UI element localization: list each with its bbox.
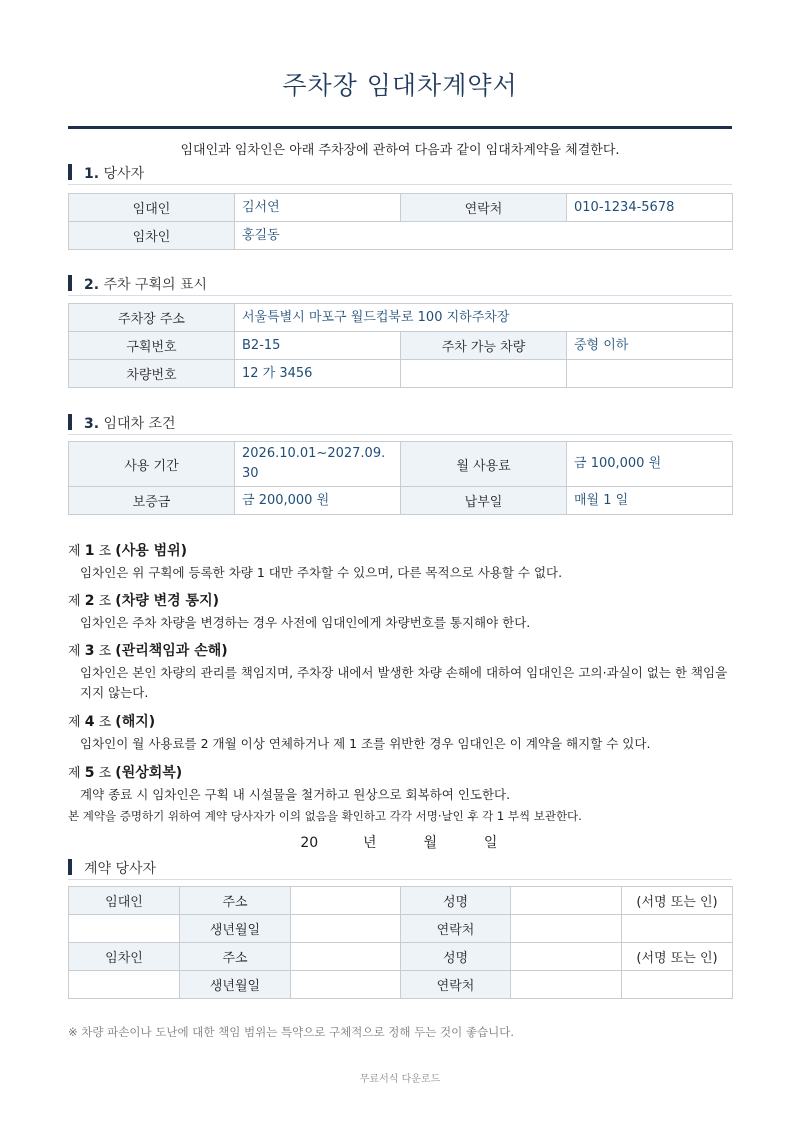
empty-cell bbox=[69, 915, 180, 943]
empty-cell bbox=[567, 360, 733, 388]
deposit-label: 보증금 bbox=[69, 487, 235, 515]
article-2-heading: 제 2 조 (차량 변경 통지) bbox=[68, 593, 219, 609]
section-title: 임대차 조건 bbox=[103, 416, 176, 432]
article-2-body: 임차인은 주차 차량을 변경하는 경우 사전에 임대인에게 차량번호를 통지해야 한다. bbox=[80, 615, 531, 630]
lessee-name-field[interactable] bbox=[511, 943, 622, 971]
spot-table bbox=[68, 303, 733, 388]
vehicle-type-value: 중형 이하 bbox=[567, 332, 733, 360]
fee-value: 금 100,000 원 bbox=[567, 442, 733, 487]
section-marker bbox=[68, 164, 72, 180]
contact-label: 연락처 bbox=[401, 194, 567, 222]
vehicle-type-label: 주차 가능 차량 bbox=[401, 332, 567, 360]
lessee-name-label: 성명 bbox=[401, 943, 511, 971]
lessor-name-label: 성명 bbox=[401, 887, 511, 915]
section-number: 2. bbox=[84, 277, 100, 293]
date-day: 일 bbox=[483, 835, 498, 851]
address-label: 주차장 주소 bbox=[69, 304, 235, 332]
lessee-birth-label: 생년월일 bbox=[180, 971, 291, 999]
lessee-label: 임차인 bbox=[69, 222, 235, 250]
empty-cell bbox=[622, 971, 733, 999]
parties-table bbox=[68, 193, 733, 250]
lessor-name: 김서연 bbox=[235, 194, 401, 222]
article-3-body: 임차인은 본인 차량의 관리를 책임지며, 주차장 내에서 발생한 차량 손해에 대하여 임대인은 고의·과실이 없는 한 책임을 지지 않는다. bbox=[80, 665, 728, 700]
section-parties-heading bbox=[68, 163, 732, 185]
lessee-birth-field[interactable] bbox=[291, 971, 401, 999]
empty-cell bbox=[401, 360, 567, 388]
footer-text: 무료서식 다운로드 bbox=[359, 1074, 441, 1085]
lessor-name-field[interactable] bbox=[511, 887, 622, 915]
section-signers-heading bbox=[68, 858, 732, 880]
payday-value: 매월 1 일 bbox=[567, 487, 733, 515]
article-1-heading: 제 1 조 (사용 범위) bbox=[68, 543, 188, 559]
signer-lessee-label: 임차인 bbox=[69, 943, 180, 971]
section-title: 주차 구획의 표시 bbox=[103, 277, 208, 293]
date-month: 월 bbox=[423, 835, 437, 851]
period-value: 2026.10.01~2027.09.30 bbox=[235, 442, 401, 487]
lessor-contact-label: 연락처 bbox=[401, 915, 511, 943]
lessee-contact-label: 연락처 bbox=[401, 971, 511, 999]
lessee-address-field[interactable] bbox=[291, 943, 401, 971]
fee-label: 월 사용료 bbox=[401, 442, 567, 487]
section-number: 1. bbox=[84, 166, 100, 182]
article-1-body: 임차인은 위 구획에 등록한 차량 1 대만 주차할 수 있으며, 다른 목적으로 사용할 수 없다. bbox=[80, 565, 563, 580]
terms-table bbox=[68, 441, 733, 515]
lessor-sign-field[interactable]: (서명 또는 인) bbox=[622, 887, 733, 915]
lessor-birth-field[interactable] bbox=[291, 915, 401, 943]
deposit-value: 금 200,000 원 bbox=[235, 487, 401, 515]
title-divider bbox=[68, 126, 732, 129]
signer-lessor-label: 임대인 bbox=[69, 887, 180, 915]
period-label: 사용 기간 bbox=[69, 442, 235, 487]
lessor-address-field[interactable] bbox=[291, 887, 401, 915]
lessee-name: 홍길동 bbox=[235, 222, 733, 250]
lessor-contact-field[interactable] bbox=[511, 915, 622, 943]
footnote: ※ 차량 파손이나 도난에 대한 책임 범위는 특약으로 구체적으로 정해 두는 것이 좋습니다. bbox=[68, 1025, 514, 1039]
plate-value: 12 가 3456 bbox=[235, 360, 401, 388]
section-title: 당사자 bbox=[103, 166, 145, 182]
lessee-sign-field[interactable]: (서명 또는 인) bbox=[622, 943, 733, 971]
lessee-contact-field[interactable] bbox=[511, 971, 622, 999]
lessee-address-label: 주소 bbox=[180, 943, 291, 971]
section-marker bbox=[68, 275, 72, 291]
date-year: 년 bbox=[363, 835, 377, 851]
block-value: B2-15 bbox=[235, 332, 401, 360]
intro-text: 임대인과 임차인은 아래 주차장에 관하여 다음과 같이 임대차계약을 체결한다. bbox=[180, 143, 620, 158]
empty-cell bbox=[622, 915, 733, 943]
block-label: 구획번호 bbox=[69, 332, 235, 360]
section-title: 계약 당사자 bbox=[84, 861, 157, 877]
section-spot-heading bbox=[68, 274, 732, 296]
address-value: 서울특별시 마포구 월드컵북로 100 지하주차장 bbox=[235, 304, 733, 332]
date-year-prefix: 20 bbox=[300, 835, 319, 851]
signers-table bbox=[68, 886, 733, 999]
contact-value: 010-1234-5678 bbox=[567, 194, 733, 222]
section-marker bbox=[68, 414, 72, 430]
empty-cell bbox=[69, 971, 180, 999]
plate-label: 차량번호 bbox=[69, 360, 235, 388]
lessor-birth-label: 생년월일 bbox=[180, 915, 291, 943]
article-4-body: 임차인이 월 사용료를 2 개월 이상 연체하거나 제 1 조를 위반한 경우 임대인은 이 계약을 해지할 수 있다. bbox=[80, 736, 651, 751]
section-marker bbox=[68, 859, 72, 875]
article-5-body: 계약 종료 시 임차인은 구획 내 시설물을 철거하고 원상으로 회복하여 인도한다. bbox=[80, 787, 511, 802]
document-title: 주차장 임대차계약서 bbox=[282, 71, 518, 100]
contract-date bbox=[0, 832, 800, 852]
section-number: 3. bbox=[84, 416, 100, 432]
article-4-heading: 제 4 조 (해지) bbox=[68, 714, 156, 730]
article-3-heading: 제 3 조 (관리책임과 손해) bbox=[68, 643, 228, 659]
certification-text: 본 계약을 증명하기 위하여 계약 당사자가 이의 없음을 확인하고 각각 서명·날인 후 각 1 부씩 보관한다. bbox=[68, 809, 582, 823]
article-5-heading: 제 5 조 (원상회복) bbox=[68, 765, 183, 781]
lessor-label: 임대인 bbox=[69, 194, 235, 222]
payday-label: 납부일 bbox=[401, 487, 567, 515]
section-terms-heading bbox=[68, 413, 732, 435]
lessor-address-label: 주소 bbox=[180, 887, 291, 915]
